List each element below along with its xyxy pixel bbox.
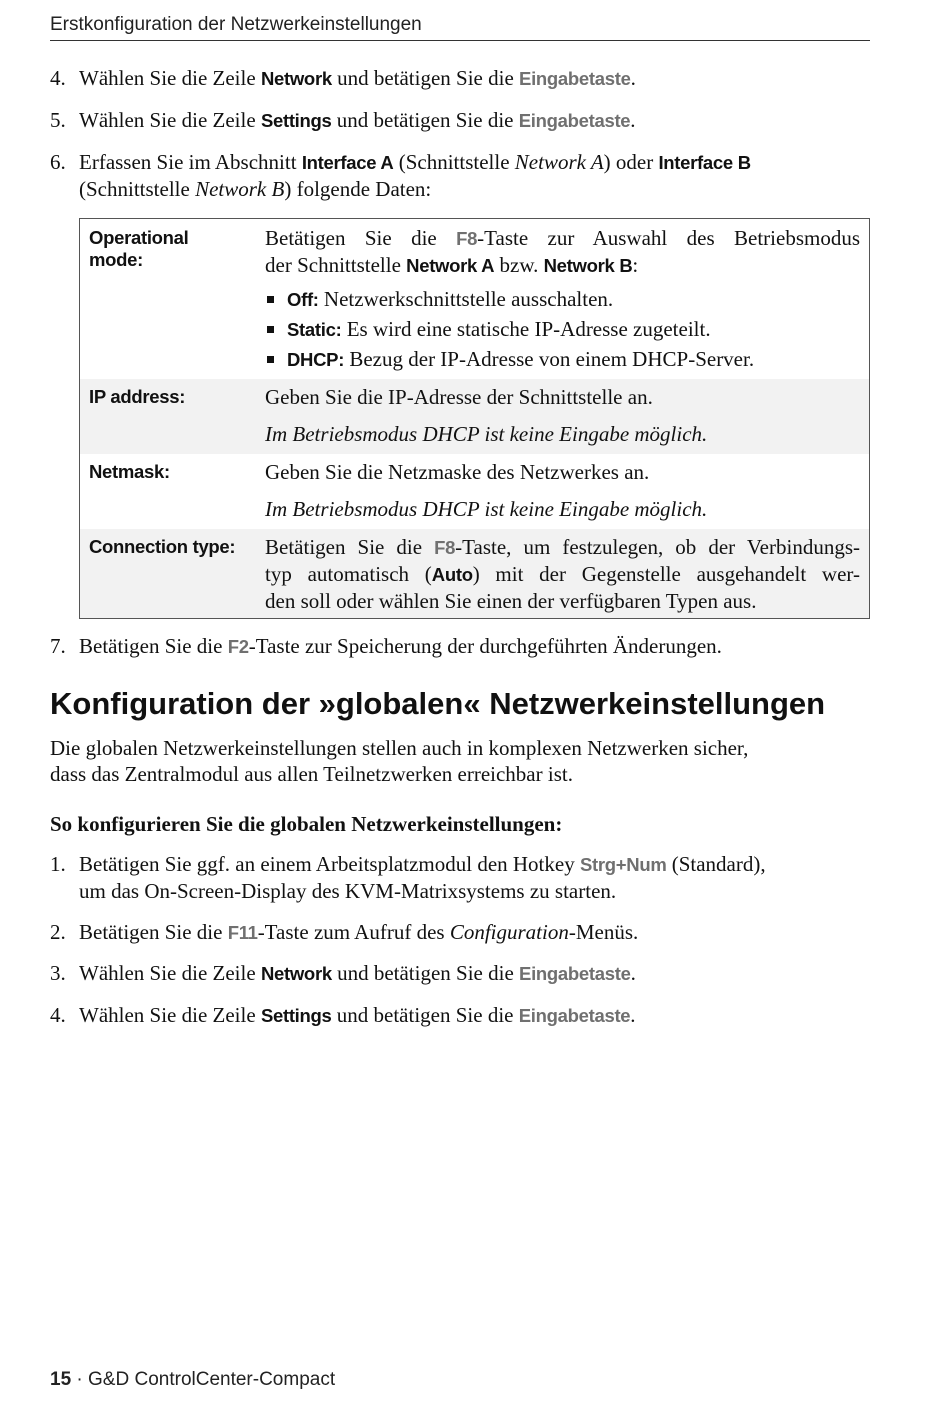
- key-enter: Eingabetaste: [518, 110, 631, 131]
- key-enter: Eingabetaste: [519, 963, 631, 984]
- table-row-operational-mode: Operational mode: Betätigen Sie die F8-Taste zur Auswahl des Betriebsmodus der Schnittstelle Network A bzw. Network B: Off: Netzwerkschnittstelle ausschalten. Static: Es wird eine statische IP-Adresse zugeteilt. DHCP: Bezug der IP-Adresse von einem DHCP-Server.: [80, 219, 869, 379]
- list-item-off: Off: Netzwerkschnittstelle ausschalten.: [265, 286, 860, 316]
- menu-item-network: Network: [260, 68, 332, 89]
- key-enter: Eingabetaste: [519, 68, 631, 89]
- menu-item-settings: Settings: [260, 1005, 332, 1026]
- key-strg-num: Strg+Num: [579, 854, 667, 875]
- table-row-netmask: Netmask: Geben Sie die Netzmaske des Netzwerkes an. Im Betriebsmodus DHCP ist keine Eingabe möglich.: [89, 460, 708, 521]
- product-name: G&D ControlCenter-Compact: [88, 1369, 336, 1390]
- table-row-connection-type: Connection type: Betätigen Sie die F8-Taste, um festzulegen, ob der Verbindungs- typ automatisch (Auto) mit der Gegenstelle ausgehandelt wer- den soll oder wählen Sie einen der verfügbaren Typen aus.: [80, 529, 869, 618]
- procedure-heading: So konfigurieren Sie die globalen Netzwerkeinstellungen:: [50, 812, 563, 836]
- settings-table: [79, 218, 870, 619]
- key-f8: F8: [434, 537, 456, 558]
- mode-options-list: [265, 286, 860, 376]
- bullet-square-icon: [267, 326, 274, 333]
- page-number: 15: [50, 1369, 72, 1390]
- menu-item-settings: Settings: [260, 110, 332, 131]
- page-footer: 15 · G&D ControlCenter-Compact: [50, 1369, 336, 1390]
- key-f2: F2: [227, 636, 249, 657]
- menu-item-network: Network: [260, 963, 332, 984]
- list-item-dhcp: DHCP: Bezug der IP-Adresse von einem DHCP-Server.: [265, 346, 860, 376]
- table-row-ip-address: IP address: Geben Sie die IP-Adresse der Schnittstelle an. Im Betriebsmodus DHCP ist keine Eingabe möglich.: [80, 379, 869, 454]
- section-heading: Konfiguration der »globalen« Netzwerkeinstellungen: [50, 686, 826, 721]
- bullet-square-icon: [267, 296, 274, 303]
- header-title: Erstkonfiguration der Netzwerkeinstellungen: [50, 14, 422, 35]
- section-intro: Die globalen Netzwerkeinstellungen stellen auch in komplexen Netzwerken sicher, dass das Zentralmodul aus allen Teilnetzwerken erreichbar ist.: [50, 736, 749, 786]
- interface-a-label: Interface A: [301, 152, 394, 173]
- key-f8: F8: [456, 228, 478, 249]
- bullet-square-icon: [267, 356, 274, 363]
- interface-b-label: Interface B: [658, 152, 751, 173]
- running-header: [50, 14, 870, 41]
- key-enter: Eingabetaste: [518, 1005, 631, 1026]
- list-item-static: Static: Es wird eine statische IP-Adresse zugeteilt.: [265, 316, 860, 346]
- key-f11: F11: [227, 922, 258, 943]
